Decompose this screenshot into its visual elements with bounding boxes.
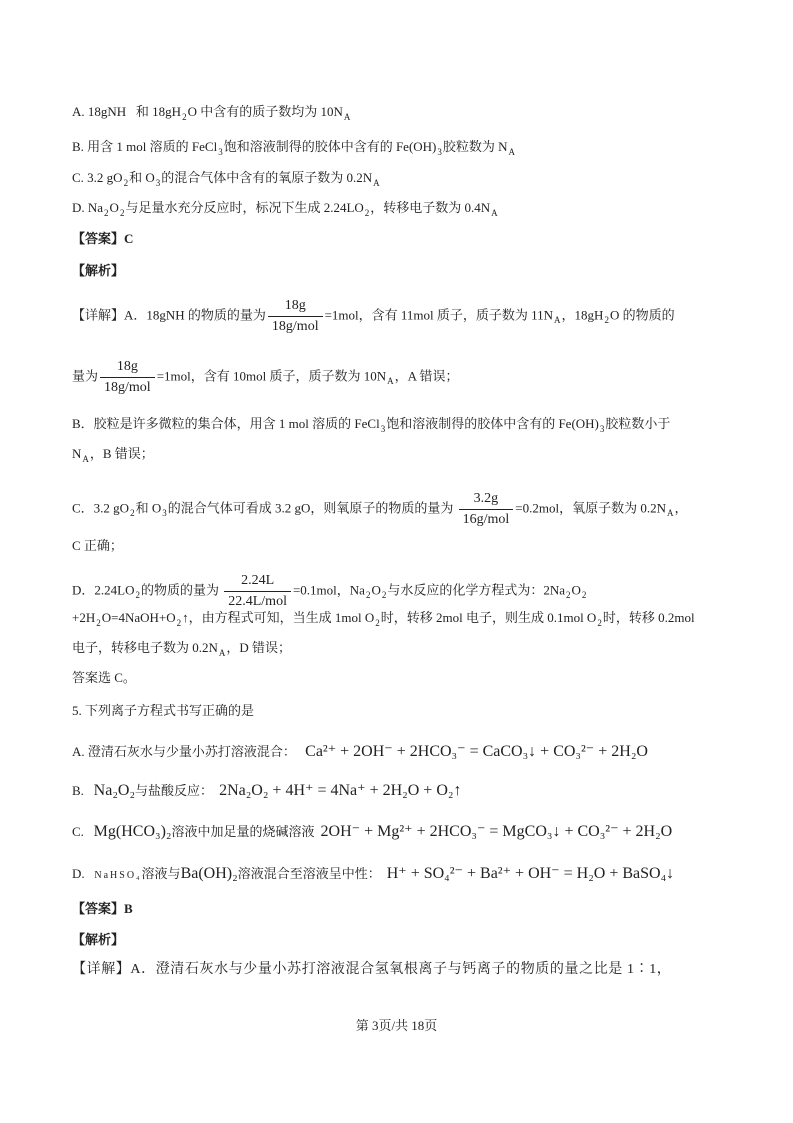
q4-option-b: B. 用含 1 mol 溶质的 FeCl$_3$饱和溶液制得的胶体中含有的 $Fe(OH)_3$胶粒数为 $N_A$ <box>72 139 516 157</box>
q4-detail-d-line1: D．$2.24LO_2$的物质的量为 $\frac{2.24L}{\text{22.4L/mol}}$ =0.1mol，$Na_2O_2$与水反应的化学方程式为：$2Na_2O_2$ <box>72 573 587 609</box>
fraction: $\frac{2.24L}{\text{22.4L/mol}}$ <box>224 572 291 611</box>
equation: 2OH⁻ + Mg²⁺ + 2HCO₃⁻ = MgCO₃↓ + CO₃²⁻ + 2H₂O <box>320 823 673 840</box>
fraction: $\frac{18g}{\text{18g/mol}}$ <box>100 358 155 397</box>
q4-detail-d-line2: $+2H_2O=4NaOH+O_2↑$，由方程式可知，当生成 1mol $O_2$时，转移 2mol 电子，则生成 0.1mol $O_2$时，转移 0.2mol <box>72 610 695 628</box>
equation: Ca²⁺ + 2OH⁻ + 2HCO₃⁻ = CaCO₃↓ + CO₃²⁻ + 2H₂O <box>305 743 648 760</box>
q4-analysis-heading: 【解析】 <box>72 263 125 278</box>
q5-option-d: D. NaHSO₄溶液与Ba(OH)₂溶液混合至溶液呈中性： H⁺ + SO₄²⁻ + Ba²⁺ + OH⁻ = H₂O + BaSO₄↓ <box>72 865 675 882</box>
q4-detail-a-line2: 量为 $\frac{18g}{\text{18g/mol}}$ =1mol，含有 10mol 质子，质子数为 $10N_A$，A 错误； <box>72 359 459 395</box>
q5-detail: 【详解】A．澄清石灰水与少量小苏打溶液混合氢氧根离子与钙离子的物质的量之比是 1∶1， <box>72 962 672 977</box>
q4-detail-d-line3: 电子，转移电子数为 $0.2N_A$，D 错误； <box>72 640 292 658</box>
q5-option-a: A. 澄清石灰水与少量小苏打溶液混合： Ca²⁺ + 2OH⁻ + 2HCO₃⁻ = CaCO₃↓ + CO₃²⁻ + 2H₂O <box>72 743 648 760</box>
fraction: $\frac{3.2g}{\text{16g/mol}}$ <box>459 490 514 529</box>
q5-option-b: B. Na₂O₂与盐酸反应： 2Na₂O₂ + 4H⁺ = 4Na⁺ + 2H₂O + O₂↑ <box>72 782 462 799</box>
q5-title: 5. 下列离子方程式书写正确的是 <box>72 703 255 718</box>
q4-detail-c-line2: C 正确； <box>72 538 123 553</box>
q4-detail-c-line1: C．3.2 $gO_2$和 $O_3$的混合气体可看成 3.2 gO，则氧原子的物质的量为 $\frac{3.2g}{\text{16g/mol}}$ =0.2mol，氧原子数为 $0.2N_A$， <box>72 491 688 527</box>
q4-detail-b-line2: $N_A$，B 错误； <box>72 446 154 464</box>
q4-option-a: A. 18gNH 和 $18gH_2O$ 中含有的质子数均为 $10N_A$ <box>72 104 351 122</box>
equation: 2Na₂O₂ + 4H⁺ = 4Na⁺ + 2H₂O + O₂↑ <box>219 782 462 799</box>
q4-conclusion: 答案选 C。 <box>72 670 136 685</box>
q4-answer: 【答案】C <box>72 231 134 246</box>
q4-option-d: D. $Na_2O_2$与足量水充分反应时，标况下生成 $2.24LO_2$，转移电子数为 $0.4N_A$ <box>72 200 498 218</box>
q4-option-c: C. 3.2 $gO_2$和 $O_3$的混合气体中含有的氧原子数为 $0.2N_A$ <box>72 170 380 188</box>
q4-detail-b-line1: B．胶粒是许多微粒的集合体，用含 1 mol 溶质的 FeCl$_3$饱和溶液制得的胶体中含有的 $Fe(OH)_3$胶粒数小于 <box>72 416 671 434</box>
fraction: $\frac{18g}{\text{18g/mol}}$ <box>268 297 323 336</box>
q5-option-c: C. Mg(HCO₃)₂溶液中加足量的烧碱溶液 2OH⁻ + Mg²⁺ + 2HCO₃⁻ = MgCO₃↓ + CO₃²⁻ + 2H₂O <box>72 823 673 840</box>
equation: H⁺ + SO₄²⁻ + Ba²⁺ + OH⁻ = H₂O + BaSO₄↓ <box>386 865 675 882</box>
q5-analysis-heading: 【解析】 <box>72 932 125 947</box>
q4-detail-a-line1: 【详解】A．18gNH 的物质的量为 $\frac{18g}{\text{18g/mol}}$ =1mol，含有 11mol 质子，质子数为 $11N_A$，$18gH_2O$ 的物质的 <box>72 298 675 334</box>
q5-answer: 【答案】B <box>72 901 133 916</box>
page-footer: 第 3页/共 18页 <box>355 1018 438 1033</box>
